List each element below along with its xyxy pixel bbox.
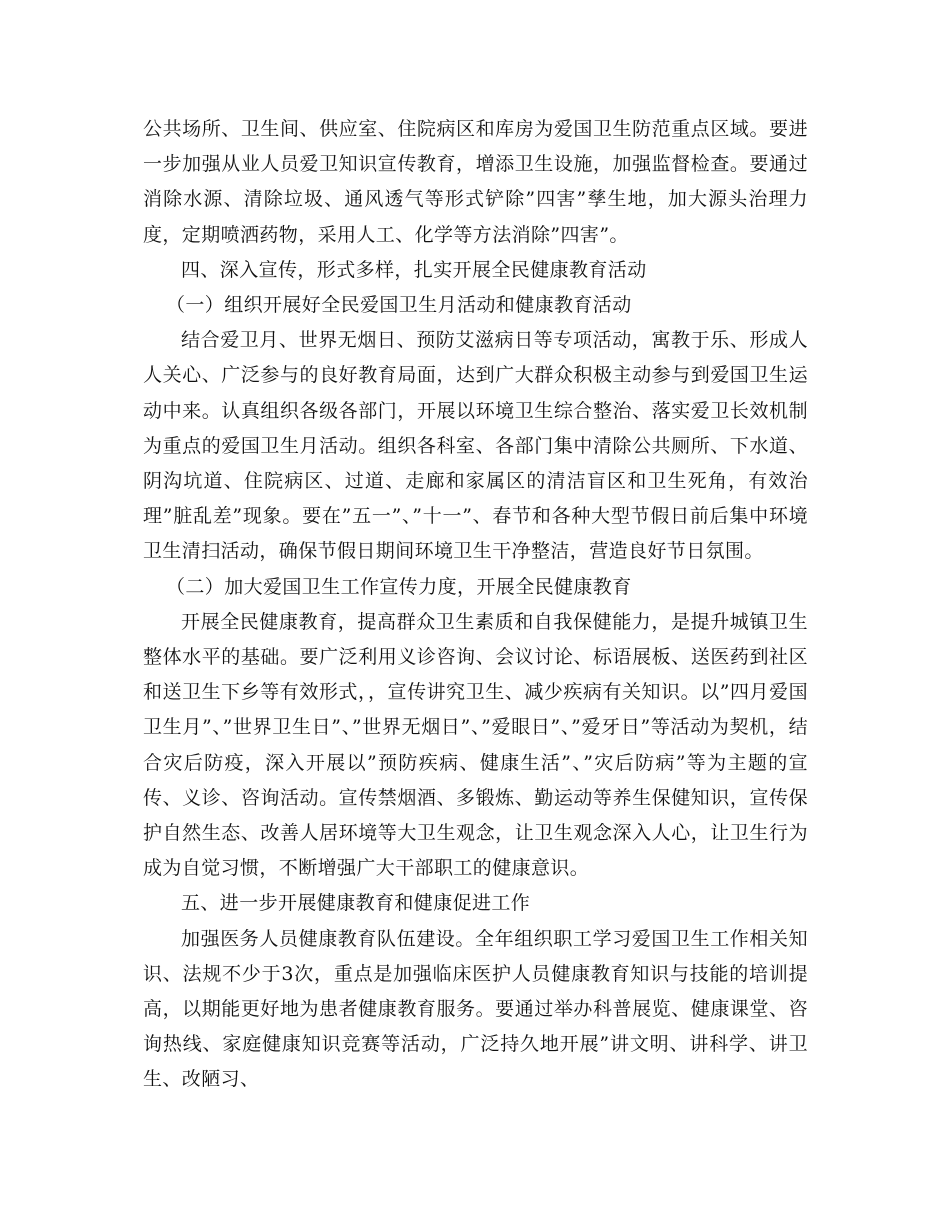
paragraph-continuation: 公共场所、卫生间、供应室、住院病区和库房为爱国卫生防范重点区域。要进一步加强从业人员爱卫知识宣传教育，增添卫生设施，加强监督检查。要通过消除水源、清除垃圾、通风透气等形式铲除”四害”孳生地，加大源头治理力度，定期喷洒药物，采用人工、化学等方法消除”四害”。 [143,118,808,246]
section-heading-five: 五、进一步开展健康教育和健康促进工作 [181,892,531,915]
section-heading-four: 四、深入宣传，形式多样，扎实开展全民健康教育活动 [181,258,647,281]
paragraph-staff-training: 加强医务人员健康教育队伍建设。全年组织职工学习爱国卫生工作相关知识、法规不少于3次，重点是加强临床医护人员健康教育知识与技能的培训提高，以期能更好地为患者健康教育服务。要通过举办科普展览、健康课堂、咨询热线、家庭健康知识竞赛等活动，广泛持久地开展”讲文明、讲科学、讲卫生、改陋习、 [143,927,808,1091]
paragraph-health-education: 开展全民健康教育，提高群众卫生素质和自我保健能力，是提升城镇卫生整体水平的基础。要广泛利用义诊咨询、会议讨论、标语展板、送医药到社区和送卫生下乡等有效形式，，宣传讲究卫生、减少疾病有关知识。以”四月爱国卫生月”、”世界卫生日”、”世界无烟日”、”爱眼日”、”爱牙日”等活动为契机，结合灾后防疫，深入开展以”预防疾病、健康生活”、”灾后防病”等为主题的宣传、义诊、咨询活动。宣传禁烟酒、多锻炼、勤运动等养生保健知识，宣传保护自然生态、改善人居环境等大卫生观念，让卫生观念深入人心，让卫生行为成为自觉习惯，不断增强广大干部职工的健康意识。 [143,610,808,880]
document-body [143,112,808,1098]
subsection-heading-one: （一）组织开展好全民爱国卫生月活动和健康教育活动 [166,294,632,317]
paragraph-health-month: 结合爱卫月、世界无烟日、预防艾滋病日等专项活动，寓教于乐、形成人人关心、广泛参与的良好教育局面，达到广大群众积极主动参与到爱国卫生运动中来。认真组织各级各部门，开展以环境卫生综合整治、落实爱卫长效机制为重点的爱国卫生月活动。组织各科室、各部门集中清除公共厕所、下水道、阴沟坑道、住院病区、过道、走廊和家属区的清洁盲区和卫生死角，有效治理”脏乱差”现象。要在”五一”、”十一”、春节和各种大型节假日前后集中环境卫生清扫活动，确保节假日期间环境卫生干净整洁，营造良好节日氛围。 [143,329,808,563]
subsection-heading-two: （二）加大爱国卫生工作宣传力度，开展全民健康教育 [166,575,632,598]
